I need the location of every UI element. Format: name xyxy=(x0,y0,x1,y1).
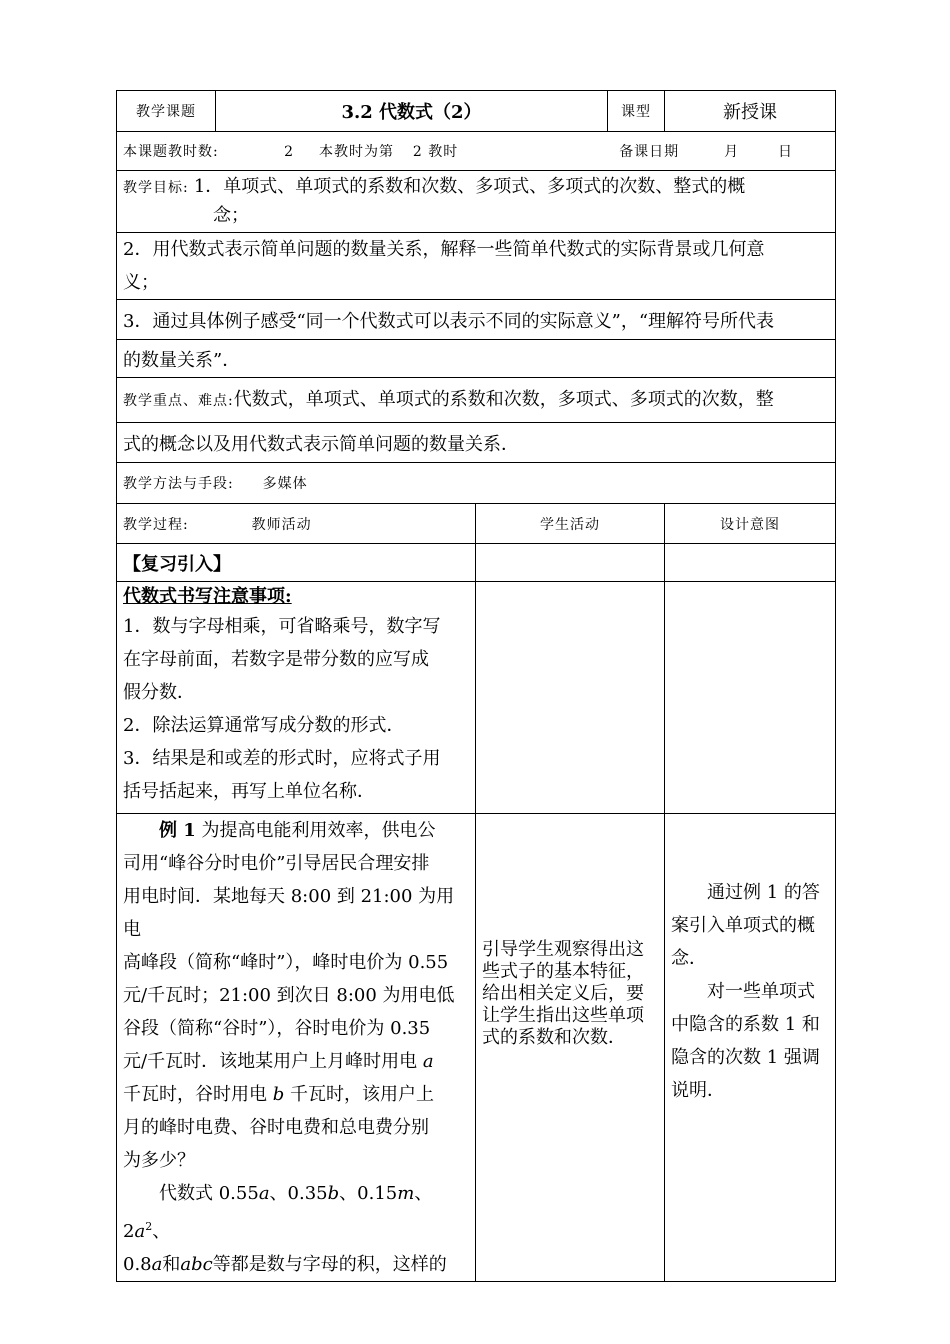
prep-date-month: 月 xyxy=(724,144,740,160)
objective-3-line-b: 的数量关系”． xyxy=(117,340,836,378)
example-line-1: 为提高电能利用效率，供电公 xyxy=(201,820,436,841)
intent-line-6: 隐含的次数 1 强调 xyxy=(671,1047,820,1068)
review-intent-cell xyxy=(665,544,836,582)
topic-value: 3.2 代数式（2） xyxy=(216,91,608,132)
objective-1-cell xyxy=(117,171,836,233)
keypoints-row-b xyxy=(117,423,836,463)
student-activity-header: 学生活动 xyxy=(476,504,665,544)
objective-2-line-b: 义； xyxy=(123,272,159,293)
objective-1-line-b: 念； xyxy=(213,205,249,226)
example-row xyxy=(117,814,836,1282)
rules-row xyxy=(117,582,836,814)
keypoints-line-a: 代数式，单项式、单项式的系数和次数，多项式、多项式的次数，整 xyxy=(233,388,774,410)
review-title: 【复习引入】 xyxy=(117,544,476,582)
example-line-4: 高峰段（简称“峰时”），峰时电价为 0.55 xyxy=(123,952,449,973)
lesson-plan-table xyxy=(116,90,836,1282)
intent-line-7: 说明． xyxy=(671,1080,726,1101)
prep-date-label: 备课日期 xyxy=(619,144,680,160)
current-hour-value: 2 xyxy=(412,144,423,160)
example-line-12: 0.8a和abc等都是数与字母的积，这样的 xyxy=(123,1254,447,1275)
example-line-5: 元/千瓦时；21:00 到次日 8:00 为用电低 xyxy=(123,985,455,1006)
rule-1-line-b: 在字母前面，若数字是带分数的应写成 xyxy=(123,649,429,670)
topic-label: 教学课题 xyxy=(117,91,216,132)
process-header-row xyxy=(117,504,836,544)
intent-line-2: 案引入单项式的概 xyxy=(671,915,816,936)
hours-cell xyxy=(117,132,836,171)
review-student-cell xyxy=(476,544,665,582)
variable-b: b xyxy=(272,1084,285,1105)
keypoints-row-a xyxy=(117,378,836,423)
topic-row xyxy=(117,91,836,132)
method-cell xyxy=(117,463,836,504)
intent-line-4: 对一些单项式 xyxy=(707,981,816,1002)
method-label: 教学方法与手段: xyxy=(123,476,234,492)
example-line-3: 用电时间．某地每天 8:00 到 21:00 为用电 xyxy=(123,886,455,940)
current-hour-label: 本教时为第 xyxy=(319,144,394,160)
objective-2-row xyxy=(117,233,836,300)
keypoints-label: 教学重点、难点: xyxy=(123,392,234,409)
objective-2-cell xyxy=(117,233,836,300)
variable-a: a xyxy=(422,1051,434,1072)
process-teacher-header xyxy=(117,504,476,544)
example-line-10: 为多少？ xyxy=(123,1150,195,1171)
rule-1-line-a: 1．数与字母相乘，可省略乘号，数字写 xyxy=(123,616,441,637)
prep-date-day: 日 xyxy=(778,144,793,160)
objective-3-row-a xyxy=(117,300,836,340)
example-label: 例 1 xyxy=(159,820,196,841)
lesson-plan-sheet xyxy=(116,90,835,1282)
teacher-activity-header: 教师活动 xyxy=(251,516,312,533)
rule-3-line-a: 3．结果是和或差的形式时，应将式子用 xyxy=(123,748,441,769)
hours-label: 本课题教时数: xyxy=(123,144,219,160)
rule-1-line-c: 假分数． xyxy=(123,682,195,703)
rules-cell xyxy=(117,582,476,814)
lesson-type-label: 课型 xyxy=(608,91,665,132)
objectives-label: 教学目标: xyxy=(123,180,189,196)
objective-3-line-a: 3．通过具体例子感受“同一个代数式可以表示不同的实际意义”，“理解符号所代表 xyxy=(117,300,836,340)
method-row xyxy=(117,463,836,504)
example-line-6: 谷段（简称“谷时”），谷时电价为 0.35 xyxy=(123,1018,431,1039)
hours-count: 2 xyxy=(284,144,295,160)
process-label: 教学过程: xyxy=(123,516,189,533)
example-line-7: 元/千瓦时．该地某用户上月峰时用电 xyxy=(123,1051,418,1072)
rule-3-line-b: 括号括起来，再写上单位名称． xyxy=(123,781,375,802)
example-line-9: 月的峰时电费、谷时电费和总电费分别 xyxy=(123,1117,429,1138)
method-value: 多媒体 xyxy=(262,476,308,492)
example-line-8b: 千瓦时，该用户上 xyxy=(290,1084,434,1105)
objective-3-row-b xyxy=(117,340,836,378)
intent-line-3: 念． xyxy=(671,948,708,969)
example-line-2: 司用“峰谷分时电价”引导居民合理安排 xyxy=(123,853,430,874)
objective-2-line-a: 2．用代数式表示简单问题的数量关系，解释一些简单代数式的实际背景或几何意 xyxy=(123,239,765,260)
objective-1-row xyxy=(117,171,836,233)
example-line-8a: 千瓦时，谷时用电 xyxy=(123,1084,267,1105)
rules-intent-cell xyxy=(665,582,836,814)
objective-1-line-a: 1．单项式、单项式的系数和次数、多项式、多项式的次数、整式的概 xyxy=(193,176,746,197)
design-intent-header: 设计意图 xyxy=(665,504,836,544)
rules-title: 代数式书写注意事项: xyxy=(123,586,292,607)
keypoints-line-b: 式的概念以及用代数式表示简单问题的数量关系． xyxy=(117,423,836,463)
keypoints-cell xyxy=(117,378,836,423)
hours-row xyxy=(117,132,836,171)
intent-line-1: 通过例 1 的答 xyxy=(707,882,820,903)
intent-line-5: 中隐含的系数 1 和 xyxy=(671,1014,820,1035)
example-line-11: 代数式 0.55a、0.35b、0.15m、$2a^2$、 xyxy=(123,1183,433,1242)
example-cell xyxy=(117,814,476,1282)
student-activity-text: 引导学生观察得出这些式子的基本特征，给出相关定义后，要让学生指出这些单项式的系数和次数． xyxy=(476,814,665,1282)
review-title-row xyxy=(117,544,836,582)
lesson-type-value: 新授课 xyxy=(665,91,836,132)
rule-2: 2．除法运算通常写成分数的形式． xyxy=(123,715,405,736)
rules-student-cell xyxy=(476,582,665,814)
current-hour-suffix: 教时 xyxy=(428,144,459,160)
design-intent-cell xyxy=(665,814,836,1282)
